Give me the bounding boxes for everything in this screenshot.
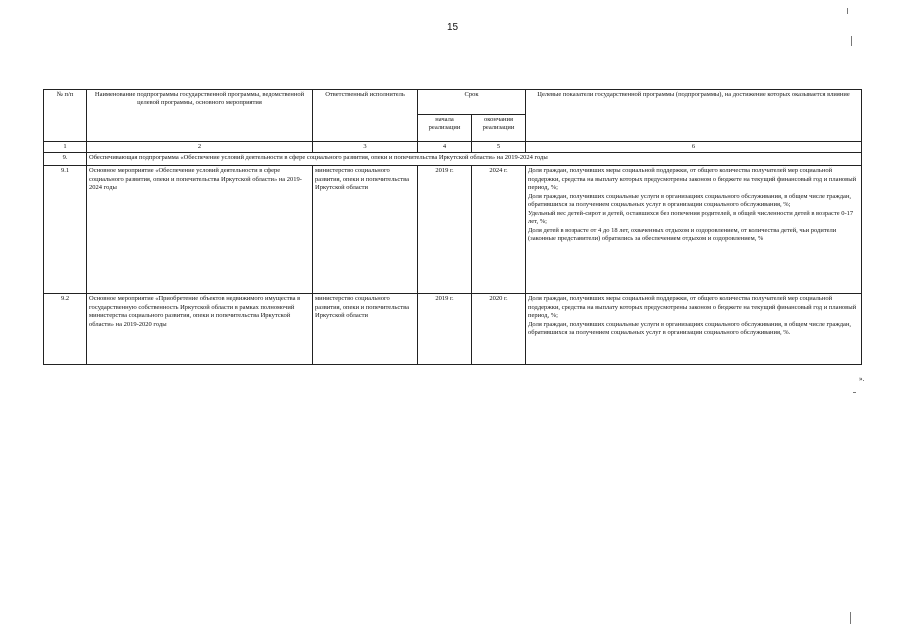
indicator-item: Доля граждан, получивших социальные услуги в организациях социального обслуживания, в общем числе граждан, обратившихся за получением социальных услуг в организации социального обслуживания, %; [528,192,852,209]
indicator-item: Доля граждан, получивших меры социальной поддержки, от общего количества получателей мер социальной поддержки, средства на выплату которых предусмотрены законом о бюджете на текущий финансовый год и плановый период, %; [528,295,857,320]
header-name: Наименование подпрограммы государственной программы, ведомственной целевой программы, основного мероприятия [87,90,313,142]
table-header-row [44,90,862,115]
column-number: 1 [44,142,87,153]
header-responsible: Ответственный исполнитель [313,90,418,142]
header-indicators: Целевые показатели государственной программы (подпрограммы), на достижение которых оказывается влияние [526,90,862,142]
subprogram-num: 9. [44,153,87,166]
row-num: 9.2 [44,294,87,365]
column-number: 4 [418,142,472,153]
row-start: 2019 г. [418,166,472,294]
scan-artifact [847,8,848,14]
row-responsible: министерство социального развития, опеки и попечительства Иркутской области [313,166,418,294]
scan-artifact [851,36,852,46]
indicator-item: Удельный вес детей-сирот и детей, оставшихся без попечения родителей, в общей численности детей в возрасте 0-17 лет, %; [528,209,854,226]
row-indicators [526,166,862,294]
column-number: 2 [87,142,313,153]
closing-quote-mark: ». [859,375,865,383]
subprogram-row [44,153,862,166]
row-indicators [526,294,862,365]
row-name: Основное мероприятие «Приобретение объектов недвижимого имущества в государственную собственность Иркутской области в рамках полномочий министерства социального развития, опеки и попечительства Иркутской области» на 2019-2020 годы [87,294,313,365]
page-number: 15 [446,22,459,33]
header-end: окончания реализации [472,115,526,142]
row-start: 2019 г. [418,294,472,365]
table-row [44,294,862,365]
indicator-item: Доля граждан, получивших меры социальной поддержки, от общего количества получателей мер социальной поддержки, средства на выплату которых предусмотрены законом о бюджете на текущий финансовый год и плановый период, %; [528,167,857,192]
subprogram-title: Обеспечивающая подпрограмма «Обеспечение условий деятельности в сфере социального развития, опеки и попечительства Иркутской области» на 2019-2024 годы [87,153,862,166]
column-number: 6 [526,142,862,153]
table-row [44,166,862,294]
indicator-item: Доля граждан, получивших социальные услуги в организациях социального обслуживания, в общем числе граждан, обратившихся за получением социальных услуг в организации социального обслуживания, %. [528,320,852,337]
row-end: 2020 г. [472,294,526,365]
row-responsible: министерство социального развития, опеки и попечительства Иркутской области [313,294,418,365]
scan-artifact [853,392,856,393]
row-end: 2024 г. [472,166,526,294]
program-table [43,89,862,365]
column-number: 5 [472,142,526,153]
scan-artifact [850,612,851,624]
header-start: начала реализации [418,115,472,142]
row-name: Основное мероприятие «Обеспечение условий деятельности в сфере социального развития, опеки и попечительства Иркутской области» на 2019-2024 годы [87,166,313,294]
column-numbers-row [44,142,862,153]
column-number: 3 [313,142,418,153]
row-num: 9.1 [44,166,87,294]
indicator-item: Доля детей в возрасте от 4 до 18 лет, охваченных отдыхом и оздоровлением, от количества детей, чьи родители (законные представители) обратились за обеспечением отдыхом и оздоровлением, % [528,226,837,242]
header-term: Срок [418,90,526,115]
header-num: № п/п [44,90,87,142]
